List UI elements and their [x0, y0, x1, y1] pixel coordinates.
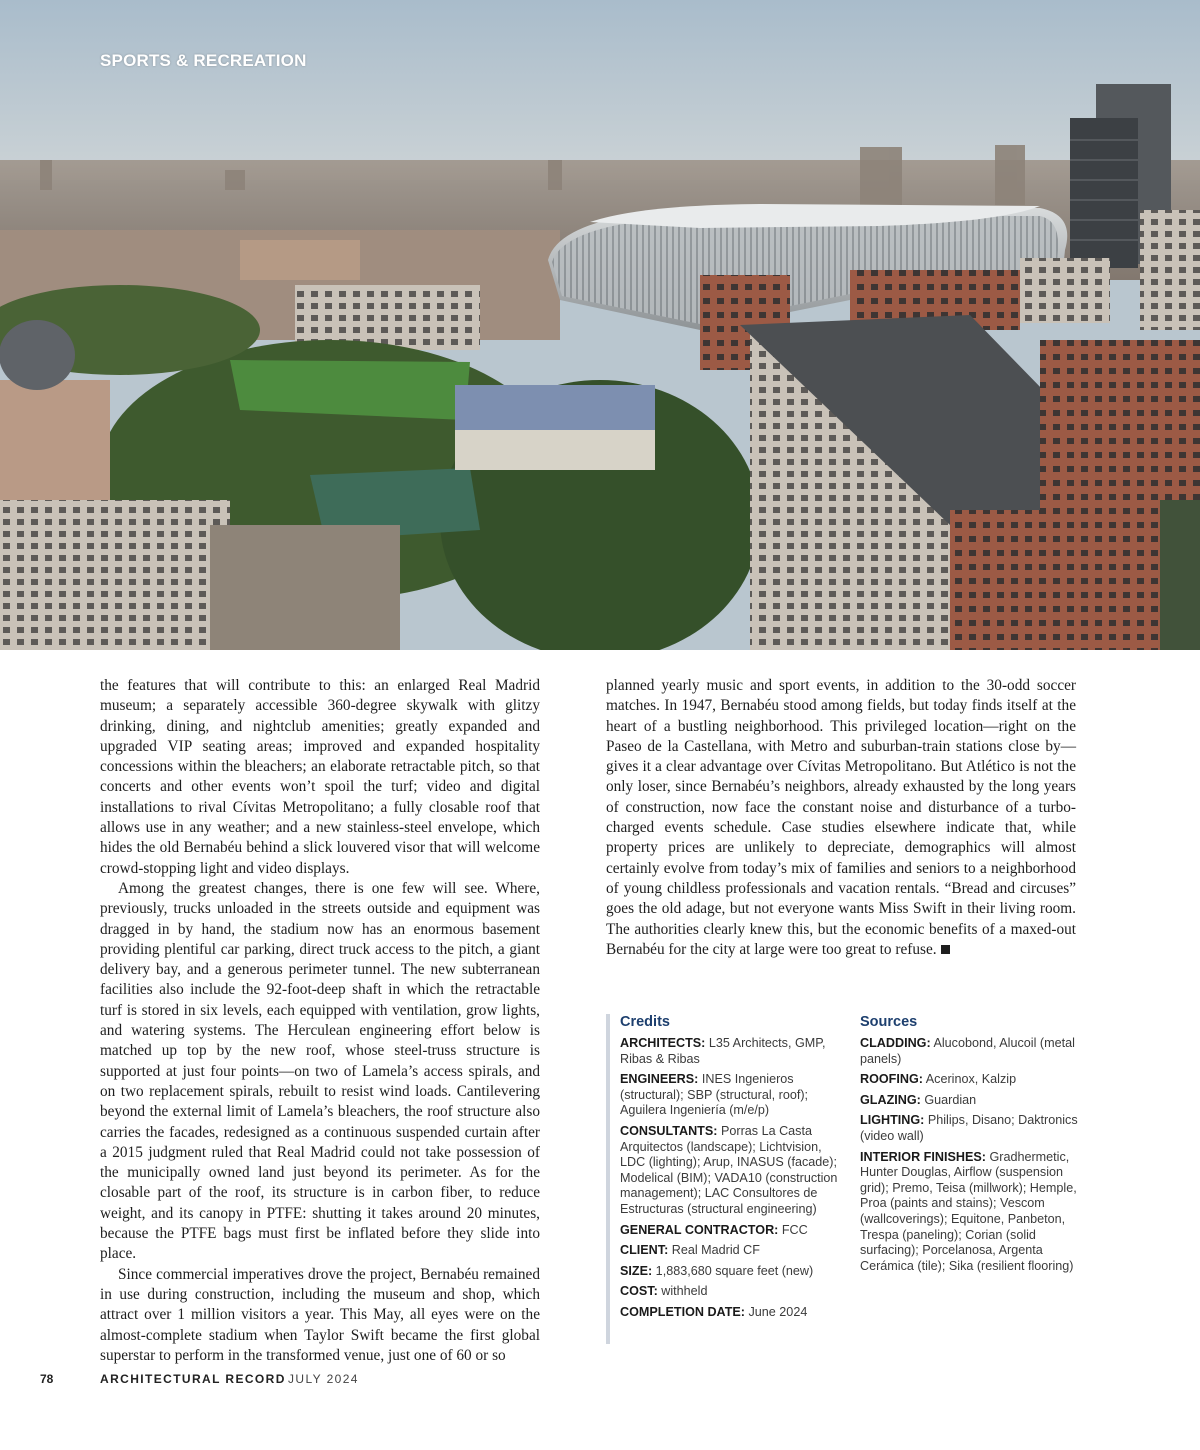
source-item [860, 1072, 1092, 1088]
page-footer [0, 1372, 1200, 1388]
sources-column [860, 1014, 1092, 1279]
credit-value: withheld [657, 1284, 708, 1299]
end-of-article-mark-icon [941, 945, 950, 954]
credit-item [620, 1264, 842, 1280]
credit-value: INES Ingenieros (structural); SBP (structural, roof); Aguilera Ingeniería (m/e/p) [620, 1072, 809, 1118]
credit-item [620, 1036, 842, 1067]
credits-column [620, 1014, 842, 1326]
source-label: INTERIOR FINISHES: [860, 1149, 986, 1164]
credits-sidebar [606, 1014, 1096, 1344]
source-value: Acerinox, Kalzip [922, 1072, 1017, 1087]
credit-label: ARCHITECTS: [620, 1036, 706, 1050]
credit-label: CLIENT: [620, 1243, 669, 1258]
credit-label: GENERAL CONTRACTOR: [620, 1222, 779, 1237]
paragraph: Since commercial imperatives drove the project, Bernabéu remained in use during construction, including the museum and shop, which attract over 1 million visitors a year. This May, all eyes were on the almost-complete stadium when Taylor Swift became the first global superstar to perform in the transformed venue, just one of 60 or so [100, 1265, 540, 1364]
credit-label: COMPLETION DATE: [620, 1304, 745, 1319]
credit-item [620, 1124, 842, 1218]
credit-item [620, 1284, 842, 1300]
issue-date: JULY 2024 [288, 1372, 359, 1386]
body-column-right [606, 676, 1076, 960]
aerial-stadium-photo [0, 0, 1200, 650]
page-number: 78 [40, 1372, 54, 1386]
credits-heading: Credits [620, 1014, 670, 1030]
credit-value: L35 Architects, GMP, Ribas & Ribas [620, 1036, 826, 1066]
credit-item [620, 1072, 842, 1119]
source-label: ROOFING: [860, 1072, 923, 1087]
paragraph: planned yearly music and sport events, in addition to the 30-odd soccer matches. In 1947, Bernabéu stood among fields, but today finds itself at the heart of a bustling neighborhood. This privileged location—right on the Paseo de la Castellana, with Metro and suburban-train stations close by—gives it a clear advantage over Cívitas Metropolitano. But Atlético is not the only loser, since Bernabéu’s neighbors, already exhausted by the long years of construction, now face the constant noise and disturbance of a turbo-charged events schedule. Case studies elsewhere indicate that, while property prices are unlikely to depreciate, demographics will almost certainly evolve from today’s mix of families and seniors to a neighborhood of young childless professionals and vacation rentals. “Bread and circuses” goes the old adage, but not everyone wants Miss Swift in their living room. The authorities clearly knew this, but the economic benefits of a maxed-out Bernabéu for the city at large were too great to refuse. [606, 677, 1076, 958]
credit-value: June 2024 [745, 1304, 808, 1319]
credit-value: Porras La Casta Arquitectos (landscape); Lichtvision, LDC (lighting); Arup, INASUS (facade); Modelical (BIM); VADA10 (construction management); LAC Consultores de Estructuras (structural engineering) [620, 1123, 838, 1216]
sources-heading: Sources [860, 1014, 918, 1030]
source-value: Philips, Disano; Daktronics (video wall) [860, 1113, 1078, 1143]
section-label: SPORTS & RECREATION [100, 51, 307, 70]
credit-value: FCC [778, 1222, 808, 1237]
hero-photo [0, 0, 1200, 650]
source-label: GLAZING: [860, 1092, 921, 1107]
credit-label: CONSULTANTS: [620, 1123, 718, 1138]
source-value: Gradhermetic, Hunter Douglas, Airflow (suspension grid); Premo, Teisa (millwork); Hemple, Proa (paints and stains); Vescom (wallcoverings); Equitone, Panbeton, Trespa (paneling); Corian (solid surfacing); Porcelanosa, Argenta Cerámica (tile); Sika (resilient flooring) [860, 1149, 1077, 1273]
credit-label: COST: [620, 1284, 658, 1299]
magazine-name: ARCHITECTURAL RECORD [100, 1372, 286, 1386]
body-column-left [100, 676, 540, 1366]
source-item [860, 1150, 1092, 1275]
source-item [860, 1093, 1092, 1109]
paragraph: Among the greatest changes, there is one few will see. Where, previously, trucks unloaded in the streets outside and equipment was dragged in by hand, the stadium now has an enormous basement providing plentiful car parking, direct truck access to the pitch, a giant delivery bay, and a generous perimeter tunnel. The new subterranean facilities also include the 92-foot-deep shaft in which the retractable turf is stored in six levels, each equipped with ventilation, grow lights, and watering systems. The Herculean engineering effort below is matched up top by the new roof, whose steel-truss structure is supported at just four points—on two of Lamela’s access spirals, and on two replacement spirals, rebuilt to resist wind loads. Cantilevering beyond the external limit of Lamela’s bleachers, the roof structure also carries the facades, redesigned as a continuous suspended curtain after a 2015 judgment ruled that Real Madrid could not take possession of the municipally owned land just beyond its perimeter. As for the closable part of the roof, its structure is in carbon fiber, to reduce weight, and its canopy in PTFE: shutting it takes around 20 minutes, because the PTFE bags must first be inflated before they slide into place. [100, 879, 540, 1263]
credit-value: 1,883,680 square feet (new) [652, 1263, 814, 1278]
source-label: LIGHTING: [860, 1113, 925, 1128]
paragraph: the features that will contribute to this: an enlarged Real Madrid museum; a separately accessible 360-degree skywalk with glitzy drinking, dining, and nightclub amenities; greatly expanded and upgraded VIP seating areas; improved and expanded hospitality concessions within the bleachers; an elaborate retractable pitch, so that concerts and other events won’t spoil the turf; video and digital installations to rival Cívitas Metropolitano; a fully closable roof that allows use in any weather; and a new stainless-steel envelope, which hides the old Bernabéu behind a slick louvered visor that will welcome crowd-stopping light and video displays. [100, 677, 540, 877]
paragraph-with-end-mark [606, 676, 1076, 960]
credit-value: Real Madrid CF [668, 1243, 760, 1258]
credit-label: ENGINEERS: [620, 1072, 699, 1087]
credit-item [620, 1243, 842, 1259]
source-label: CLADDING: [860, 1036, 931, 1050]
credit-item [620, 1305, 842, 1321]
source-item [860, 1113, 1092, 1144]
source-value: Guardian [920, 1092, 977, 1107]
source-item [860, 1036, 1092, 1067]
credit-item [620, 1223, 842, 1239]
source-value: Alucobond, Alucoil (metal panels) [860, 1036, 1075, 1066]
credit-label: SIZE: [620, 1263, 653, 1278]
